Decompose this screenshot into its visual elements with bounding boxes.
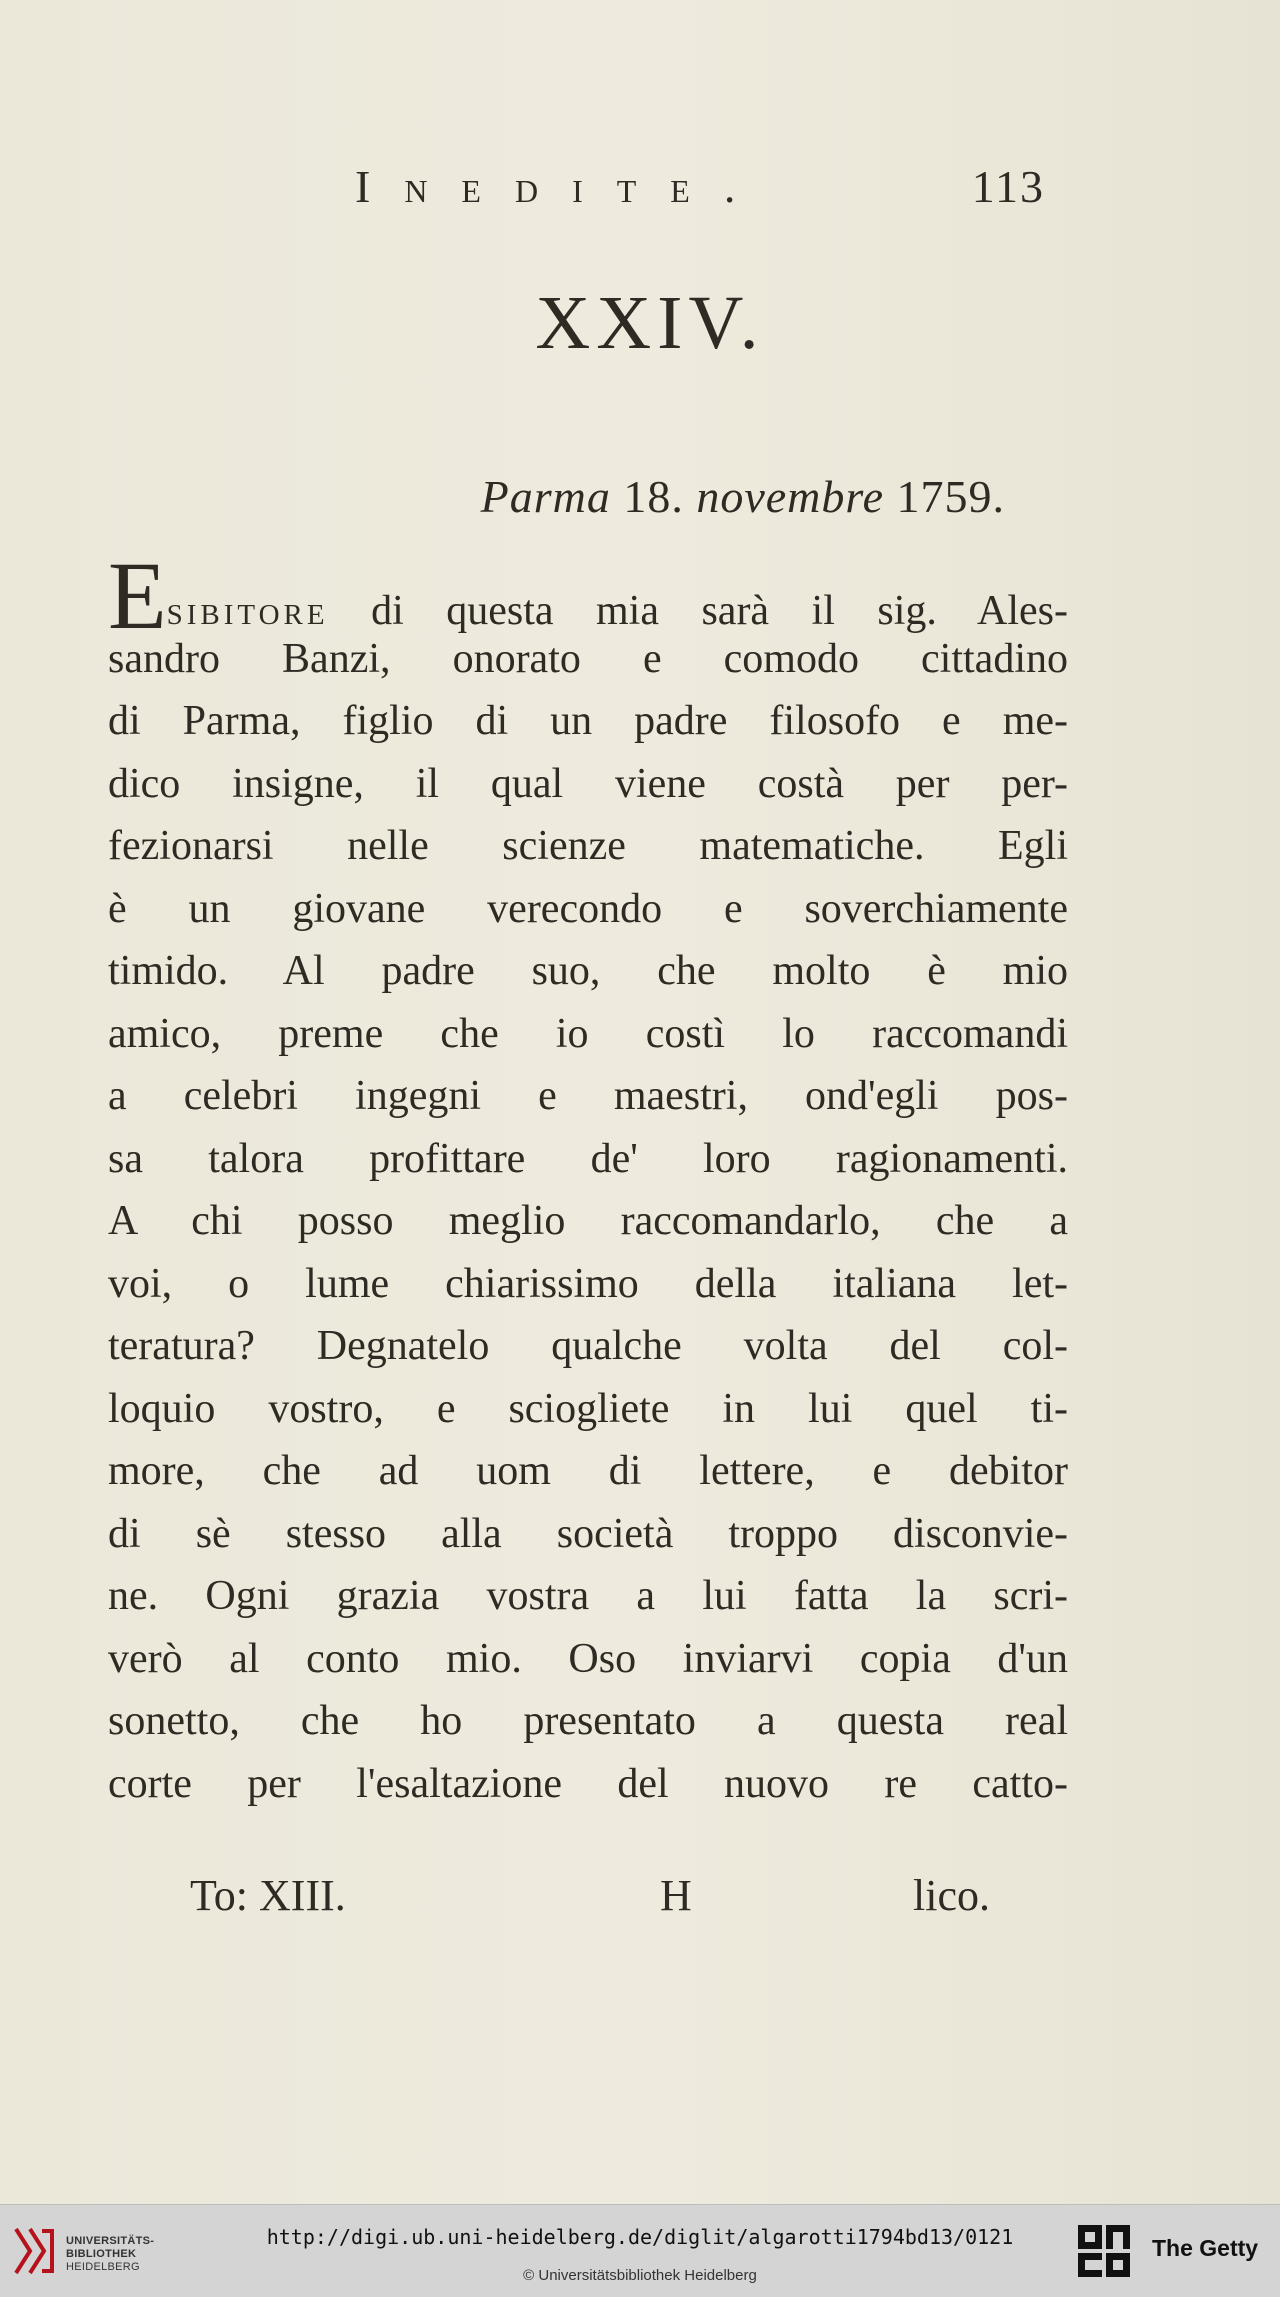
body-line: amico, preme che io costì lo raccomandi [108, 1010, 1068, 1057]
body-line: loquio vostro, e sciogliete in lui quel ti- [108, 1385, 1068, 1432]
dateline [481, 470, 1005, 523]
body-line: corte per l'esaltazione del nuovo re catto- [108, 1760, 1068, 1807]
copyright-notice: © Universitätsbibliothek Heidelberg [523, 2267, 757, 2284]
catchword: lico. [913, 1871, 990, 1920]
body-line: di Parma, figlio di un padre filosofo e me- [108, 698, 1068, 744]
dateline-place: Parma [480, 471, 611, 522]
body-line: voi, o lume chiarissimo della italiana let- [108, 1260, 1068, 1307]
dateline-day: 18. [623, 471, 684, 522]
body-line: di questa mia sarà il sig. Ales- [328, 588, 1068, 634]
catchline [190, 1870, 990, 1930]
body-line: a celebri ingegni e maestri, ond'egli pos- [108, 1073, 1068, 1119]
letter-number: XXIV. [535, 281, 765, 365]
letter-body [108, 542, 1068, 1815]
body-line: fezionarsi nelle scienze matematiche. Egli [108, 823, 1068, 869]
library-name-line: BIBLIOTHEK [66, 2248, 137, 2260]
dateline-month: novembre [696, 471, 884, 522]
body-line: more, che ad uom di lettere, e debitor [108, 1448, 1068, 1494]
signature-mark: To: XIII. [190, 1871, 346, 1920]
body-line: verò al conto mio. Oso inviarvi copia d'un [108, 1635, 1068, 1682]
body-line: sa talora profittare de' loro ragionamenti. [108, 1135, 1068, 1182]
body-line-first [108, 542, 1068, 649]
library-name-line: UNIVERSITÄTS- [66, 2235, 155, 2247]
running-head: Inedite. [355, 161, 770, 212]
body-line: timido. Al padre suo, che molto è mio [108, 948, 1068, 994]
viewer-footer [0, 2204, 1280, 2297]
getty-logo-icon[interactable] [1076, 2223, 1132, 2281]
permalink-url[interactable]: http://digi.ub.uni-heidelberg.de/diglit/algarotti1794bd13/0121 [266, 2225, 1014, 2249]
body-line: di sè stesso alla società troppo disconvie- [108, 1510, 1068, 1557]
first-word: sibitore [166, 588, 329, 634]
library-name-line: HEIDELBERG [66, 2261, 140, 2273]
body-line: dico insigne, il qual viene costà per per- [108, 760, 1068, 807]
body-line: sonetto, che ho presentato a questa real [108, 1698, 1068, 1744]
page-number: 113 [971, 161, 1045, 212]
body-line: sandro Banzi, onorato e comodo cittadino [108, 635, 1068, 682]
body-line: è un giovane verecondo e soverchiamente [108, 885, 1068, 932]
sheet-mark: H [660, 1871, 692, 1920]
running-header [355, 160, 1055, 220]
body-line: A chi posso meglio raccomandarlo, che a [108, 1198, 1068, 1244]
body-line: teratura? Degnatelo qualche volta del col- [108, 1323, 1068, 1369]
drop-cap: E [108, 542, 167, 649]
dateline-year: 1759. [896, 471, 1005, 522]
getty-name: The Getty [1152, 2235, 1259, 2261]
body-line: ne. Ogni grazia vostra a lui fatta la scri- [108, 1573, 1068, 1619]
